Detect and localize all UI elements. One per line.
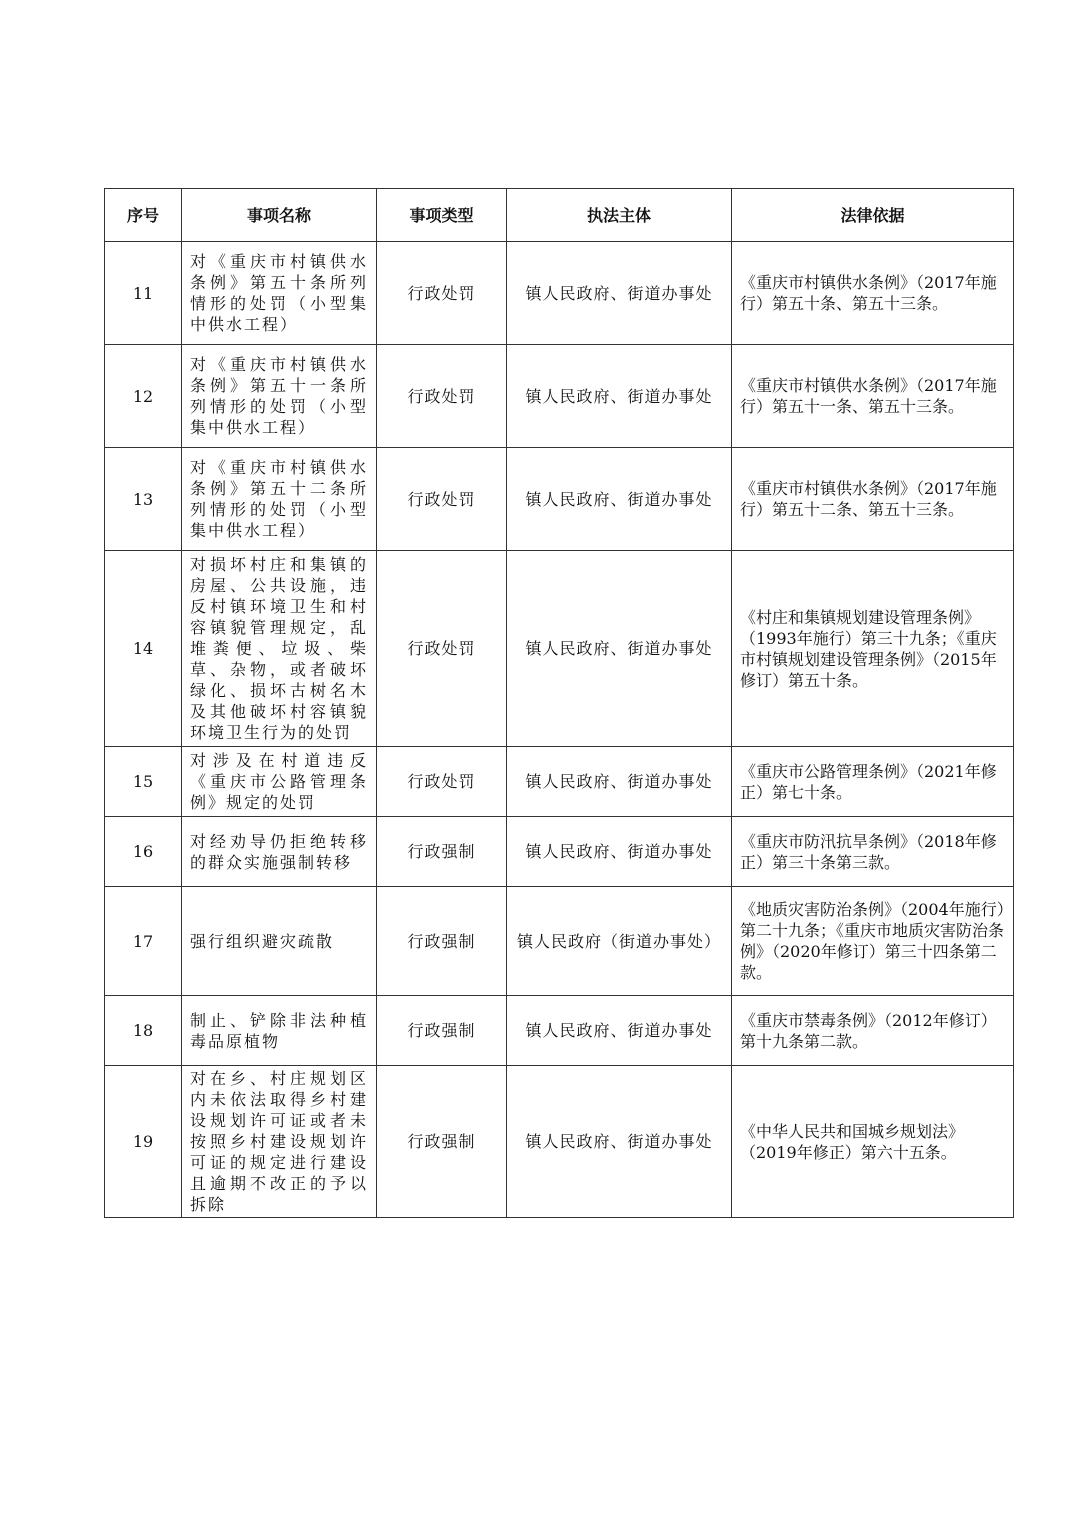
row-name: 制止、铲除非法种植毒品原植物: [182, 996, 377, 1066]
row-name: 对《重庆市村镇供水条例》第五十一条所列情形的处罚（小型集中供水工程）: [182, 345, 377, 448]
row-name: 对《重庆市村镇供水条例》第五十条所列情形的处罚（小型集中供水工程）: [182, 242, 377, 345]
row-subject: 镇人民政府、街道办事处: [507, 1066, 732, 1218]
row-name: 对在乡、村庄规划区内未依法取得乡村建设规划许可证或者未按照乡村建设规划许可证的规定进行建设且逾期不改正的予以拆除: [182, 1066, 377, 1218]
header-basis: 法律依据: [732, 189, 1014, 242]
row-subject: 镇人民政府、街道办事处: [507, 345, 732, 448]
header-name: 事项名称: [182, 189, 377, 242]
table-row: [105, 1066, 1014, 1218]
row-type: 行政强制: [377, 817, 507, 887]
row-no: 14: [105, 551, 182, 747]
row-name: 对损坏村庄和集镇的房屋、公共设施，违反村镇环境卫生和村容镇貌管理规定，乱堆粪便、垃圾、柴草、杂物，或者破坏绿化、损坏古树名木及其他破坏村容镇貌环境卫生行为的处罚: [182, 551, 377, 747]
table-row: [105, 887, 1014, 996]
row-subject: 镇人民政府、街道办事处: [507, 551, 732, 747]
row-type: 行政强制: [377, 996, 507, 1066]
table-row: [105, 551, 1014, 747]
row-type: 行政处罚: [377, 551, 507, 747]
row-basis: 《重庆市公路管理条例》（2021年修正）第七十条。: [732, 747, 1014, 817]
row-type: 行政处罚: [377, 345, 507, 448]
row-basis: 《重庆市防汛抗旱条例》（2018年修正）第三十条第三款。: [732, 817, 1014, 887]
row-subject: 镇人民政府（街道办事处）: [507, 887, 732, 996]
row-name: 对经劝导仍拒绝转移的群众实施强制转移: [182, 817, 377, 887]
row-subject: 镇人民政府、街道办事处: [507, 996, 732, 1066]
table-row: [105, 242, 1014, 345]
table-header-row: [105, 189, 1014, 242]
row-basis: 《重庆市村镇供水条例》（2017年施行）第五十条、第五十三条。: [732, 242, 1014, 345]
table-row: [105, 345, 1014, 448]
row-no: 18: [105, 996, 182, 1066]
row-no: 17: [105, 887, 182, 996]
row-name: 对《重庆市村镇供水条例》第五十二条所列情形的处罚（小型集中供水工程）: [182, 448, 377, 551]
row-subject: 镇人民政府、街道办事处: [507, 448, 732, 551]
row-type: 行政处罚: [377, 448, 507, 551]
row-no: 15: [105, 747, 182, 817]
row-type: 行政强制: [377, 1066, 507, 1218]
table-row: [105, 817, 1014, 887]
row-basis: 《村庄和集镇规划建设管理条例》（1993年施行）第三十九条；《重庆市村镇规划建设管理条例》（2015年修订）第五十条。: [732, 551, 1014, 747]
row-type: 行政强制: [377, 887, 507, 996]
row-basis: 《重庆市禁毒条例》（2012年修订）第十九条第二款。: [732, 996, 1014, 1066]
row-no: 12: [105, 345, 182, 448]
header-subject: 执法主体: [507, 189, 732, 242]
row-subject: 镇人民政府、街道办事处: [507, 817, 732, 887]
row-basis: 《中华人民共和国城乡规划法》（2019年修正）第六十五条。: [732, 1066, 1014, 1218]
table-row: [105, 747, 1014, 817]
row-subject: 镇人民政府、街道办事处: [507, 242, 732, 345]
header-type: 事项类型: [377, 189, 507, 242]
row-type: 行政处罚: [377, 242, 507, 345]
row-no: 13: [105, 448, 182, 551]
row-name: 强行组织避灾疏散: [182, 887, 377, 996]
row-basis: 《重庆市村镇供水条例》（2017年施行）第五十二条、第五十三条。: [732, 448, 1014, 551]
row-no: 16: [105, 817, 182, 887]
row-basis: 《地质灾害防治条例》（2004年施行）第二十九条；《重庆市地质灾害防治条例》（2020年修订）第三十四条第二款。: [732, 887, 1014, 996]
enforcement-items-table: [104, 188, 1014, 1218]
row-no: 19: [105, 1066, 182, 1218]
header-no: 序号: [105, 189, 182, 242]
table-row: [105, 448, 1014, 551]
row-type: 行政处罚: [377, 747, 507, 817]
row-name: 对涉及在村道违反《重庆市公路管理条例》规定的处罚: [182, 747, 377, 817]
row-subject: 镇人民政府、街道办事处: [507, 747, 732, 817]
table-row: [105, 996, 1014, 1066]
row-no: 11: [105, 242, 182, 345]
row-basis: 《重庆市村镇供水条例》（2017年施行）第五十一条、第五十三条。: [732, 345, 1014, 448]
